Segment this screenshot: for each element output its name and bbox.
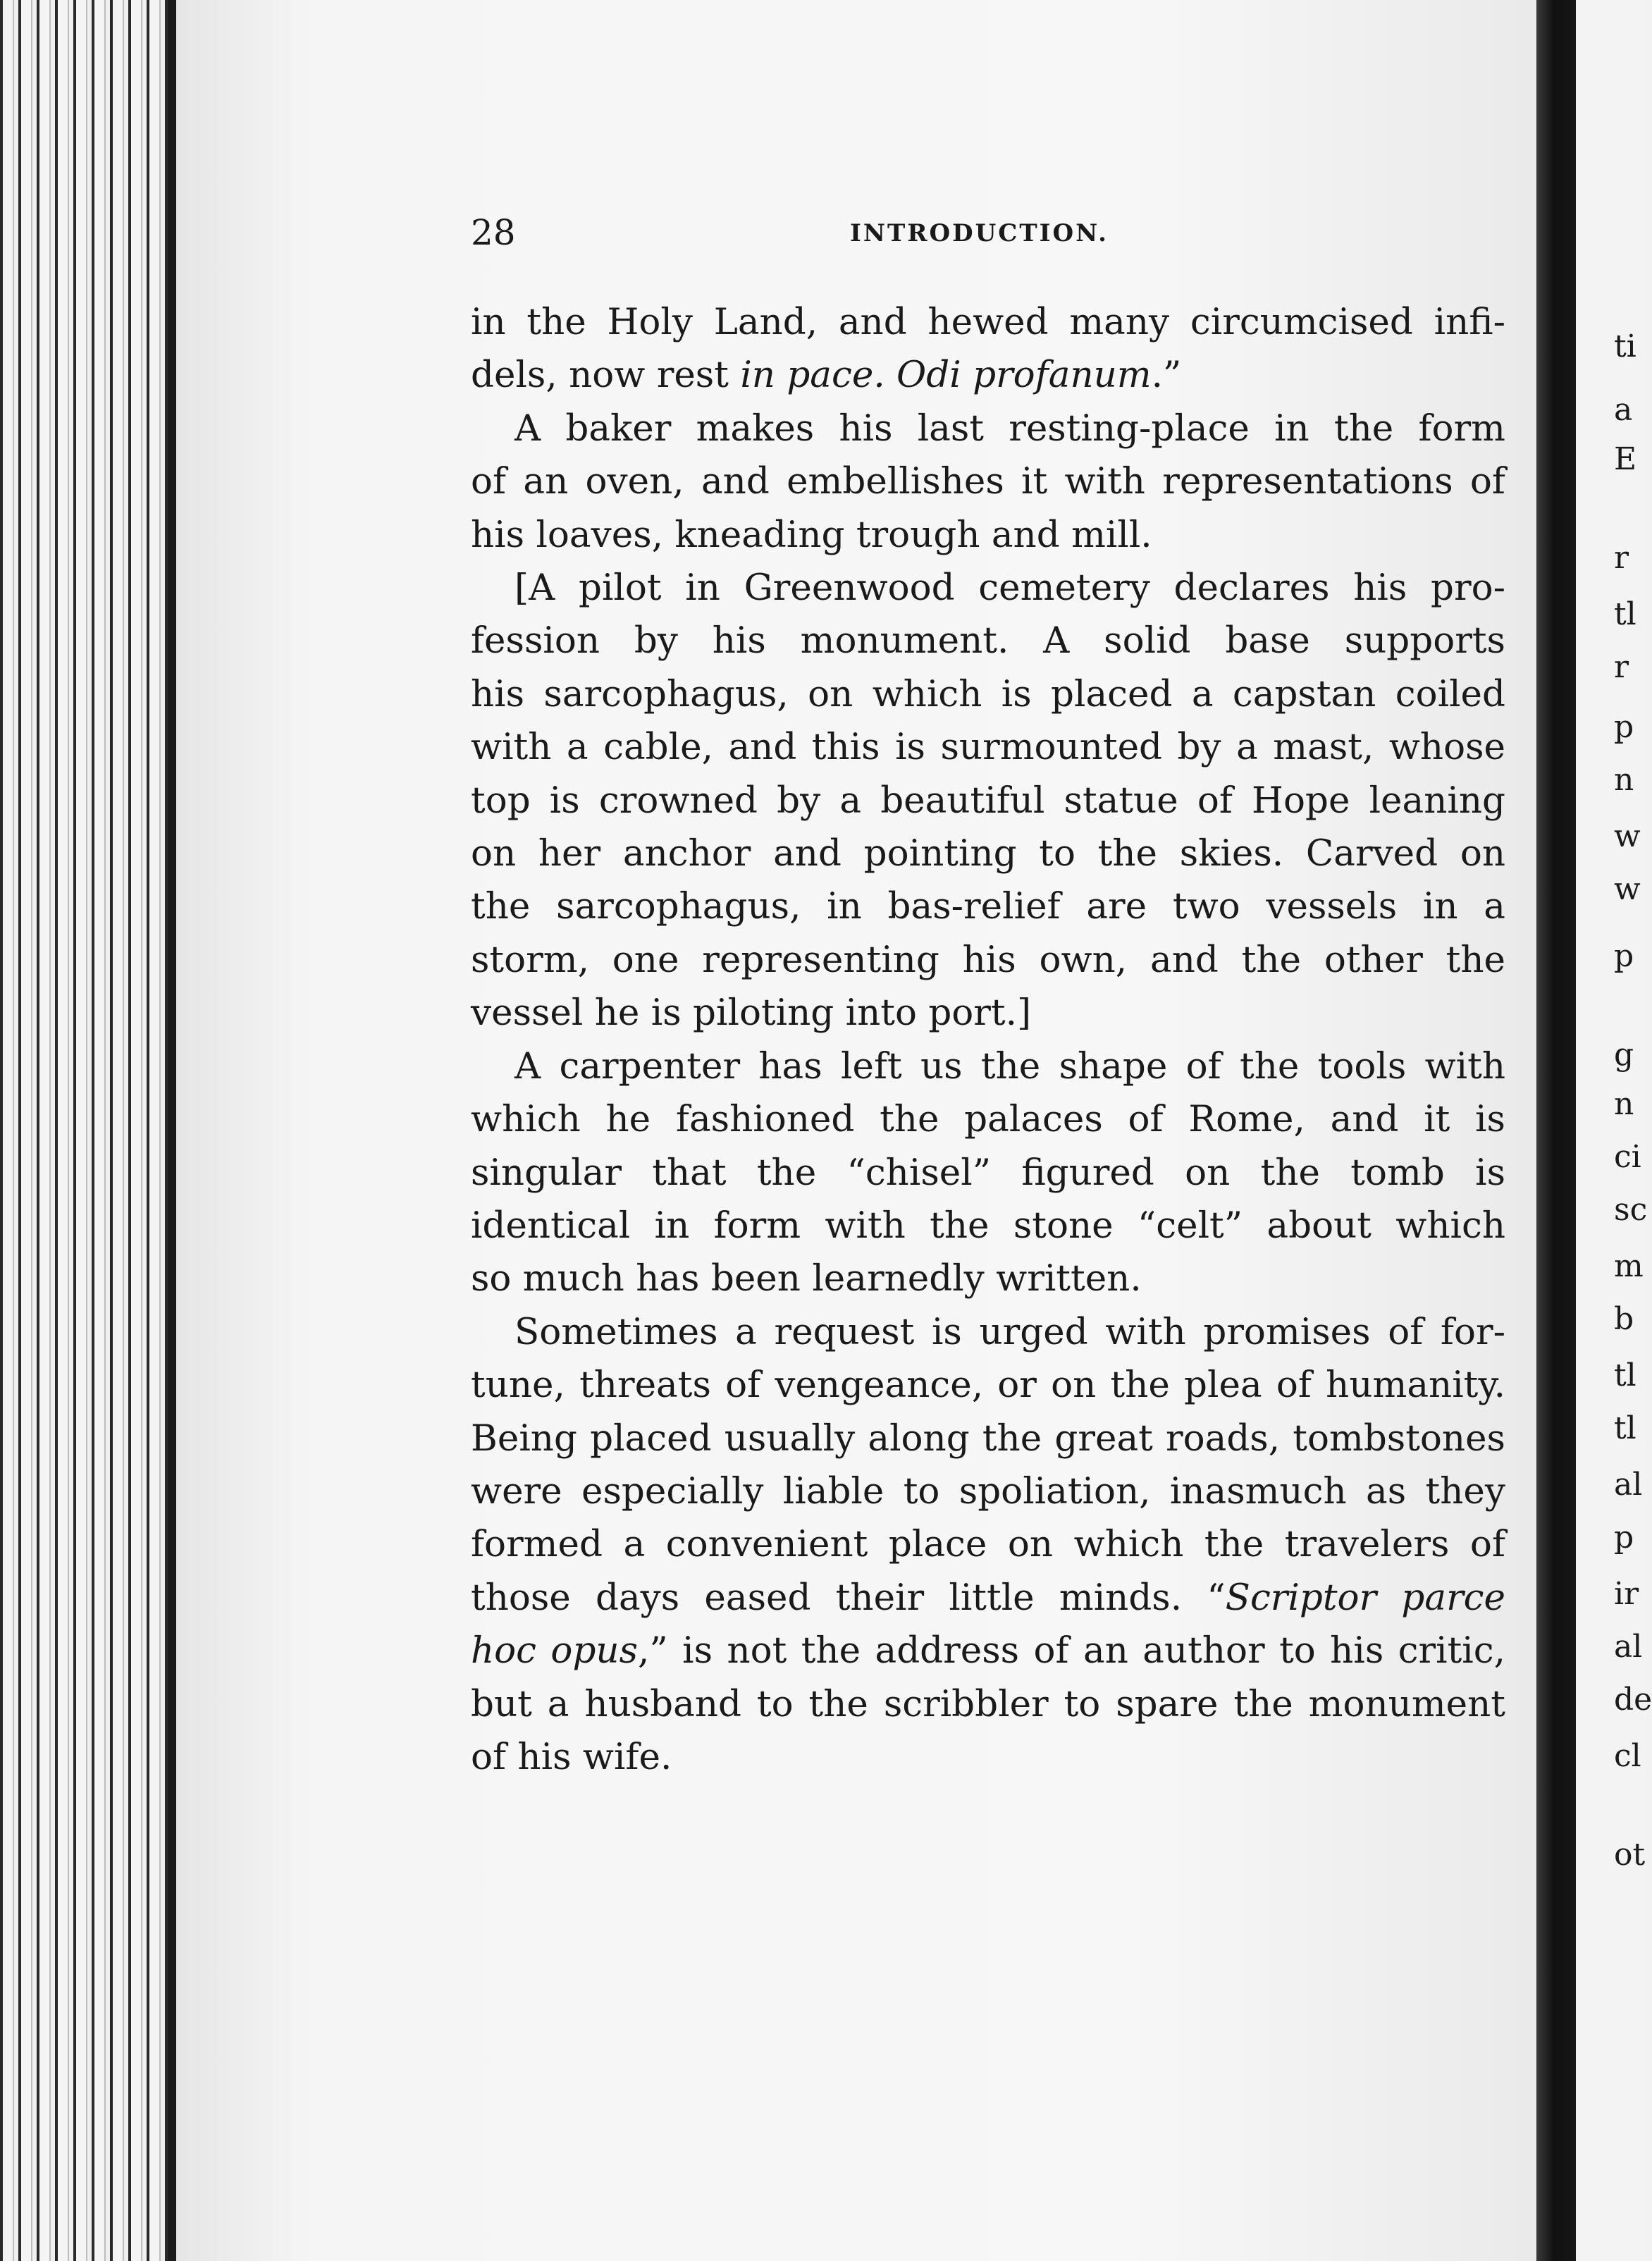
paragraph-request: [471, 1306, 1505, 1785]
text-line: Sometimes a request is urged with promises of for-: [514, 1310, 1505, 1353]
facing-page-fragment: m: [1614, 1248, 1644, 1284]
text-line: hoc opus,” is not the address of an author to his critic,: [471, 1629, 1505, 1672]
text-line: so much has been learnedly written.: [471, 1257, 1142, 1300]
text-line: tune, threats of vengeance, or on the plea of humanity.: [471, 1364, 1505, 1407]
facing-page-fragment: cl: [1614, 1738, 1641, 1774]
paragraph-pilot: [471, 562, 1505, 1040]
facing-page-fragment: sc: [1614, 1192, 1648, 1228]
paragraph-holy-land: [471, 296, 1505, 402]
facing-page-fragment: a: [1614, 392, 1633, 428]
facing-page-fragment: n: [1614, 1086, 1634, 1122]
text-line: [471, 349, 1505, 402]
body-text: [471, 296, 1505, 1784]
text-line: his sarcophagus, on which is placed a capstan coiled: [471, 672, 1505, 715]
facing-page-fragment: E: [1614, 441, 1637, 477]
facing-page-fragment: w: [1614, 871, 1641, 907]
text-line: those days eased their little minds. “Scriptor parce: [471, 1576, 1506, 1619]
text-line: of his wife.: [471, 1735, 672, 1778]
text-line: singular that the “chisel” figured on the tomb is: [471, 1151, 1505, 1194]
text-line: vessel he is piloting into port.]: [471, 992, 1032, 1035]
facing-page-fragment: tl: [1614, 596, 1636, 632]
text-line: his loaves, kneading trough and mill.: [471, 513, 1152, 556]
text-line: were especially liable to spoliation, inasmuch as they: [471, 1470, 1505, 1513]
latin-phrase: Scriptor parce: [1225, 1576, 1506, 1619]
latin-phrase: in pace. Odi profanum: [740, 354, 1152, 397]
facing-page-fragment: r: [1614, 649, 1629, 685]
text-line: storm, one representing his own, and the other the: [471, 938, 1505, 981]
paragraph-baker: [471, 402, 1505, 562]
facing-page-fragment: de: [1614, 1682, 1652, 1718]
facing-page-fragment: ot: [1614, 1837, 1646, 1873]
text-line: of an oven, and embellishes it with representations of: [471, 460, 1505, 503]
text-line: in the Holy Land, and hewed many circumcised infi-: [471, 301, 1505, 343]
text-line-odi: dels, now rest in pace. Odi profanum.”: [471, 354, 1182, 397]
facing-page-fragment: tl: [1614, 1357, 1636, 1393]
latin-phrase: hoc opus: [471, 1629, 639, 1672]
text-line: A baker makes his last resting-place in the form: [514, 407, 1505, 450]
running-head: [471, 211, 1505, 254]
text-line: [A pilot in Greenwood cemetery declares his pro-: [514, 567, 1505, 610]
facing-page-fragment: ir: [1614, 1576, 1639, 1612]
text-line: fession by his monument. A solid base supports: [471, 620, 1505, 663]
text-line: on her anchor and pointing to the skies. Carved on: [471, 832, 1505, 875]
facing-page-fragment: w: [1614, 818, 1641, 854]
facing-page-fragment: r: [1614, 540, 1629, 576]
text-line: which he fashioned the palaces of Rome, and it is: [471, 1098, 1505, 1141]
book-gutter: [1536, 0, 1576, 2261]
text-line: identical in form with the stone “celt” about which: [471, 1204, 1505, 1247]
facing-page-fragment: p: [1614, 938, 1634, 974]
section-title: INTRODUCTION.: [850, 219, 1109, 247]
facing-page-fragment: al: [1614, 1467, 1643, 1503]
text-line: formed a convenient place on which the travelers of: [471, 1523, 1505, 1566]
facing-page-fragment: tl: [1614, 1410, 1636, 1446]
page-number: 28: [471, 212, 516, 253]
facing-page-fragment: ti: [1614, 328, 1636, 364]
text-line: with a cable, and this is surmounted by a mast, whose: [471, 726, 1505, 769]
text-line: A carpenter has left us the shape of the tools with: [514, 1045, 1505, 1088]
facing-page-fragment: n: [1614, 762, 1634, 798]
paragraph-carpenter: [471, 1040, 1505, 1306]
facing-page-fragment: b: [1614, 1301, 1634, 1337]
facing-page-fragment: p: [1614, 1520, 1634, 1555]
facing-page-fragment: al: [1614, 1629, 1643, 1665]
text-line: top is crowned by a beautiful statue of Hope leaning: [471, 779, 1505, 822]
text-line: Being placed usually along the great roads, tombstones: [471, 1417, 1505, 1460]
facing-page-fragment: g: [1614, 1037, 1634, 1073]
text-line: but a husband to the scribbler to spare the monument: [471, 1682, 1505, 1725]
facing-page-fragment: p: [1614, 709, 1634, 745]
book-page-edges: [0, 0, 176, 2261]
facing-page-fragment: ci: [1614, 1139, 1641, 1175]
text-line: the sarcophagus, in bas-relief are two vessels in a: [471, 885, 1505, 928]
